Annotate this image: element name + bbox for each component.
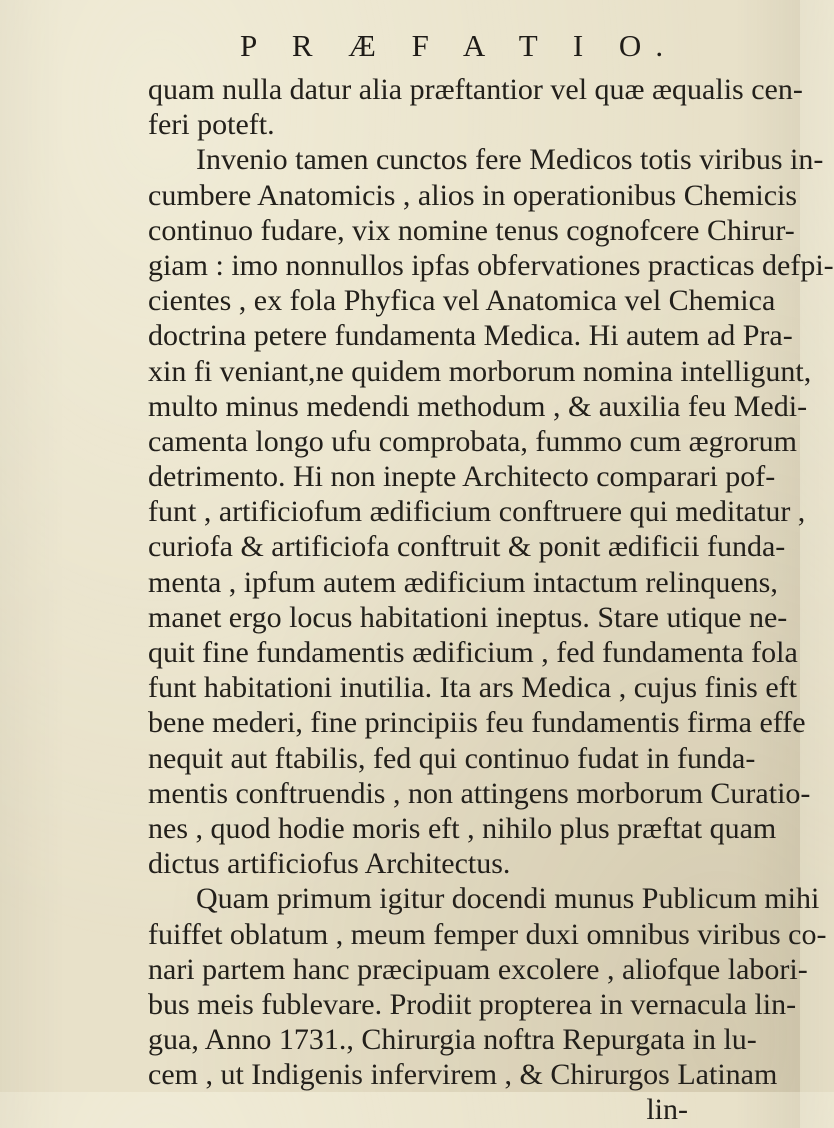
text-line: xin fi veniant,ne quidem morborum nomina intelligunt, — [148, 354, 812, 388]
text-line: Invenio tamen cunctos fere Medicos totis viribus in- — [196, 143, 824, 177]
text-line: continuo fudare, vix nomine tenus cognofcere Chirur- — [148, 213, 795, 247]
text-line: feri poteft. — [148, 108, 275, 142]
text-line: nari partem hanc præcipuam excolere , aliofque labori- — [148, 952, 808, 986]
text-line: menta , ipfum autem ædificium intactum relinquens, — [148, 565, 778, 599]
text-line: bus meis fublevare. Prodiit propterea in vernacula lin- — [148, 987, 797, 1021]
text-line: mentis conftruendis , non attingens morborum Curatio- — [148, 776, 811, 810]
text-line: bene mederi, fine principiis feu fundamentis firma effe — [148, 706, 806, 740]
text-line: dictus artificiofus Architectus. — [148, 847, 511, 881]
text-line: manet ergo locus habitationi ineptus. Stare utique ne- — [148, 600, 788, 634]
text-line: curiofa & artificiofa conftruit & ponit ædificii funda- — [148, 530, 786, 564]
text-line: cumbere Anatomicis , alios in operationibus Chemicis — [148, 178, 798, 212]
running-head: P R Æ F A T I O. — [240, 28, 678, 63]
text-line: cientes , ex fola Phyfica vel Anatomica vel Chemica — [148, 284, 776, 318]
body-text — [148, 72, 834, 1128]
text-line: multo minus medendi methodum , & auxilia feu Medi- — [148, 389, 808, 423]
text-line: fuiffet oblatum , meum femper duxi omnibus viribus co- — [148, 917, 827, 951]
text-line: camenta longo ufu comprobata, fummo cum ægrorum — [148, 424, 797, 458]
catchword: lin- — [646, 1093, 688, 1127]
text-line: detrimento. Hi non inepte Architecto comparari pof- — [148, 460, 776, 494]
text-line: doctrina petere fundamenta Medica. Hi autem ad Pra- — [148, 319, 793, 353]
text-line: gua, Anno 1731., Chirurgia noftra Repurgata in lu- — [148, 1023, 757, 1057]
text-line: Quam primum igitur docendi munus Publicum mihi — [196, 882, 820, 916]
text-line: funt habitationi inutilia. Ita ars Medica , cujus finis eft — [148, 671, 797, 705]
text-line: nes , quod hodie moris eft , nihilo plus præftat quam — [148, 811, 777, 845]
text-line: quit fine fundamentis ædificium , fed fundamenta fola — [148, 636, 798, 669]
text-line: giam : imo nonnullos ipfas obfervationes practicas defpi- — [148, 248, 834, 282]
text-line: nequit aut ftabilis, fed qui continuo fudat in funda- — [148, 741, 756, 775]
text-line: quam nulla datur alia præftantior vel quæ æqualis cen- — [148, 73, 803, 106]
text-line: funt , artificiofum ædificium conftruere qui meditatur , — [148, 495, 806, 529]
text-line: cem , ut Indigenis infervirem , & Chirurgos Latinam — [148, 1058, 778, 1092]
